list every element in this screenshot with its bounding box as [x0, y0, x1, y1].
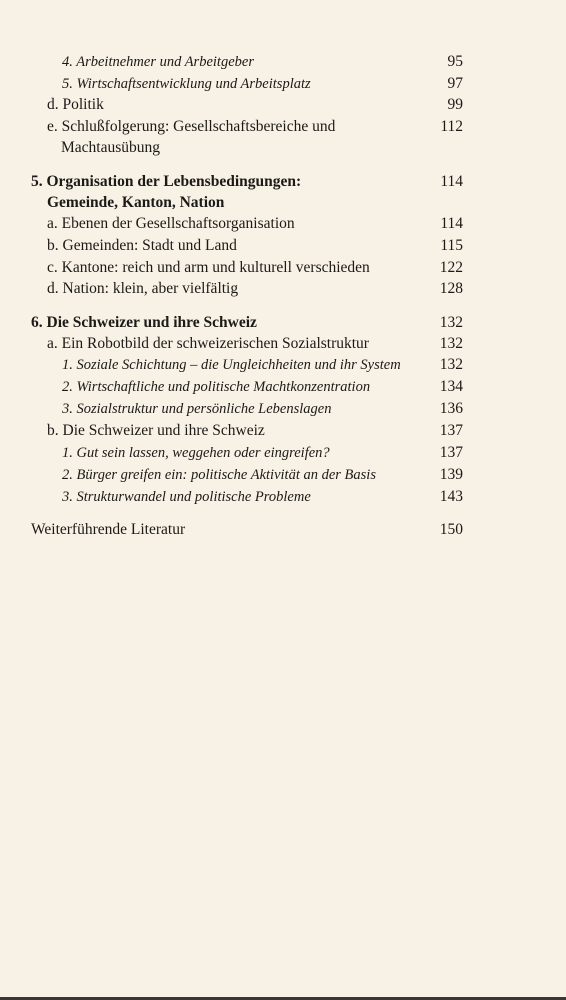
- toc-chapter-page: 114: [440, 173, 463, 190]
- toc-entry-title: 3. Strukturwandel und politische Probleme: [62, 489, 311, 505]
- toc-entry-title: a. Ein Robotbild der schweizerischen Sozialstruktur: [47, 335, 369, 352]
- toc-entry-page: 134: [439, 378, 463, 395]
- toc-entry-page: 136: [439, 400, 463, 417]
- toc-entry-title: 3. Sozialstruktur und persönliche Lebenslagen: [62, 401, 332, 417]
- toc-entry-title: 4. Arbeitnehmer und Arbeitgeber: [62, 54, 254, 70]
- toc-entry-page: 128: [439, 280, 463, 297]
- toc-entry-page: 143: [439, 488, 463, 505]
- toc-entry-page: 132: [439, 335, 463, 352]
- toc-entry-page: 115: [440, 237, 463, 254]
- toc-entry-title: c. Kantone: reich und arm und kulturell verschieden: [47, 259, 370, 276]
- toc-entry-page: 112: [440, 118, 463, 135]
- toc-entry-title: d. Nation: klein, aber vielfältig: [47, 280, 239, 297]
- toc-entry-title-continued: Machtausübung: [61, 139, 161, 156]
- toc-entry-title: 2. Wirtschaftliche und politische Machtkonzentration: [62, 379, 371, 395]
- toc-entry-page: 139: [439, 466, 463, 483]
- toc-entry-page: 114: [440, 215, 463, 232]
- toc-entry-title: b. Die Schweizer und ihre Schweiz: [47, 422, 265, 439]
- toc-entry-title: 1. Soziale Schichtung – die Ungleichheiten und ihr System: [62, 357, 401, 373]
- toc-chapter-title: 5. Organisation der Lebensbedingungen:: [31, 173, 302, 190]
- toc-entry-title: d. Politik: [47, 96, 104, 113]
- toc-entry-page: 122: [439, 259, 463, 276]
- toc-entry-page: 97: [447, 75, 463, 92]
- toc-entry-page: 132: [439, 356, 463, 373]
- toc-entry-title: Weiterführende Literatur: [31, 521, 186, 538]
- toc-entry-title: a. Ebenen der Gesellschaftsorganisation: [47, 215, 295, 232]
- toc-entry-page: 137: [439, 422, 463, 439]
- toc-entry-page: 99: [447, 96, 463, 113]
- toc-entry-page: 137: [439, 444, 463, 461]
- toc-entry-title: 1. Gut sein lassen, weggehen oder eingreifen?: [62, 445, 330, 461]
- toc-entry-page: 150: [439, 521, 463, 538]
- toc-entry-page: 95: [447, 53, 463, 70]
- toc-entry-title: 5. Wirtschaftsentwicklung und Arbeitsplatz: [62, 76, 311, 92]
- toc-chapter-title-continued: Gemeinde, Kanton, Nation: [47, 194, 225, 211]
- toc-entry-title: b. Gemeinden: Stadt und Land: [47, 237, 237, 254]
- toc-entry-title: 2. Bürger greifen ein: politische Aktivität an der Basis: [62, 467, 376, 483]
- toc-entry-title: e. Schlußfolgerung: Gesellschaftsbereiche und: [47, 118, 336, 135]
- toc-chapter-page: 132: [439, 314, 463, 331]
- toc-chapter-title: 6. Die Schweizer und ihre Schweiz: [31, 314, 257, 331]
